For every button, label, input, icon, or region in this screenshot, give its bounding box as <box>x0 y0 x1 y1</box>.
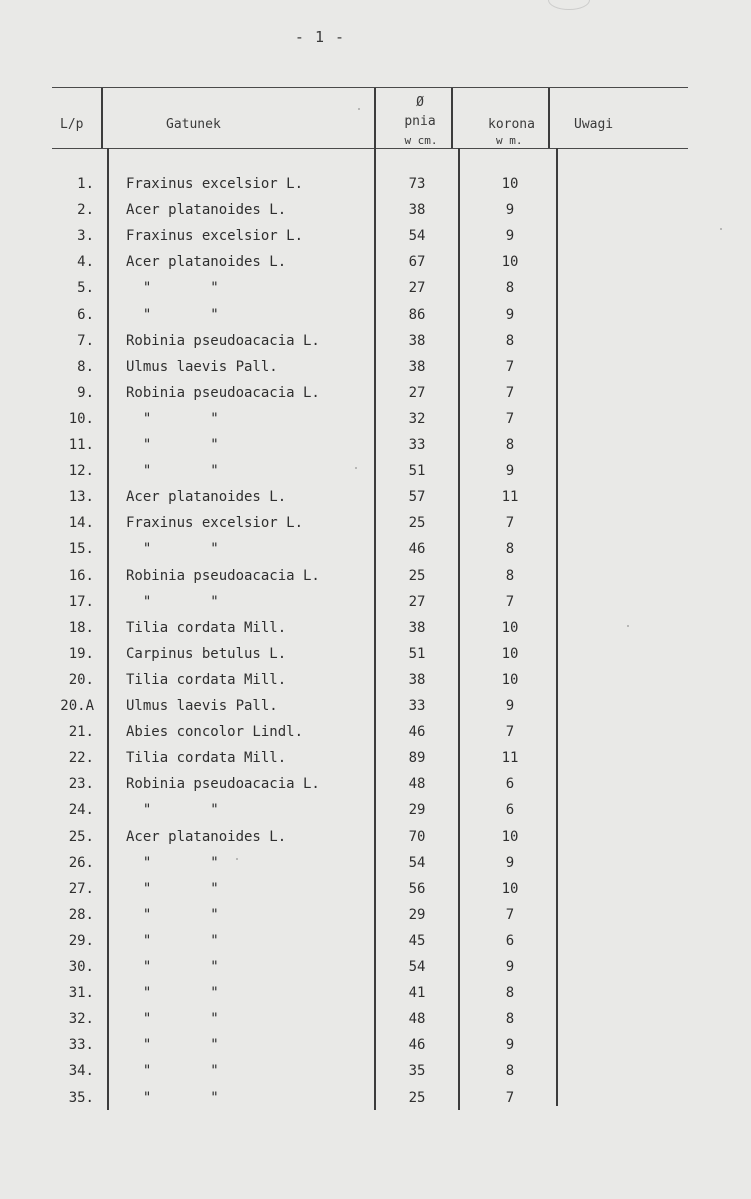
species-name: Acer platanoides L. <box>126 254 287 271</box>
table-row <box>0 934 751 960</box>
header-remarks: Uwagi <box>574 117 614 132</box>
column-divider-lp <box>101 88 103 148</box>
trunk-diameter: 48 <box>408 1011 426 1028</box>
row-number: 2. <box>77 202 94 219</box>
species-name: " " <box>126 1037 219 1054</box>
trunk-diameter: 27 <box>408 280 426 297</box>
header-trunk-unit: w cm. <box>404 134 438 147</box>
species-name: " " <box>126 932 219 949</box>
table-row <box>0 908 751 934</box>
table-row <box>0 308 751 334</box>
trunk-diameter: 32 <box>408 410 426 427</box>
table-row <box>0 281 751 307</box>
trunk-diameter: 38 <box>408 332 426 349</box>
species-name: Tilia cordata Mill. <box>126 750 287 767</box>
row-number: 1. <box>77 176 94 192</box>
species-name: " " <box>126 593 219 610</box>
crown-width: 7 <box>505 906 515 923</box>
trunk-diameter: 51 <box>408 645 426 662</box>
species-name: " " <box>126 463 219 480</box>
crown-width: 9 <box>505 1037 515 1054</box>
trunk-diameter: 38 <box>408 619 426 636</box>
table-row <box>0 621 751 647</box>
scan-speck <box>720 228 722 230</box>
table-row <box>0 1012 751 1038</box>
row-number: 26. <box>68 854 94 871</box>
crown-width: 8 <box>505 332 515 349</box>
table-row <box>0 647 751 673</box>
crown-width: 10 <box>501 176 519 192</box>
row-number: 6. <box>77 306 94 323</box>
species-name: " " <box>126 410 219 427</box>
species-name: Tilia cordata Mill. <box>126 619 287 636</box>
trunk-diameter: 67 <box>408 254 426 271</box>
species-name: Robinia pseudoacacia L. <box>126 384 320 401</box>
table-row <box>0 412 751 438</box>
crown-width: 9 <box>505 698 515 714</box>
table-row <box>0 1038 751 1064</box>
crown-width: 9 <box>505 463 515 480</box>
species-name: Carpinus betulus L. <box>126 645 287 662</box>
crown-width: 11 <box>501 750 519 767</box>
table-row <box>0 725 751 751</box>
crown-width: 10 <box>501 828 519 845</box>
row-number: 7. <box>77 332 94 349</box>
scan-speck <box>627 625 629 627</box>
row-number: 24. <box>68 802 94 819</box>
species-name: Robinia pseudoacacia L. <box>126 776 320 793</box>
species-name: " " <box>126 985 219 1002</box>
row-number: 33. <box>68 1037 94 1054</box>
table-row <box>0 777 751 803</box>
row-number: 12. <box>68 463 94 480</box>
trunk-diameter: 29 <box>408 906 426 923</box>
table-row <box>0 882 751 908</box>
row-number: 25. <box>68 828 94 845</box>
crown-width: 8 <box>505 1063 515 1080</box>
trunk-diameter: 41 <box>408 985 426 1002</box>
crown-width: 9 <box>505 854 515 871</box>
crown-width: 7 <box>505 724 515 741</box>
table-row <box>0 203 751 229</box>
row-number: 22. <box>68 750 94 767</box>
scan-speck <box>358 108 360 110</box>
trunk-diameter: 86 <box>408 306 426 323</box>
row-number: 30. <box>68 959 94 975</box>
row-number: 5. <box>77 280 94 297</box>
species-name: Abies concolor Lindl. <box>126 724 304 741</box>
crown-width: 8 <box>505 541 515 558</box>
species-name: Ulmus laevis Pall. <box>126 358 278 375</box>
row-number: 31. <box>68 985 94 1002</box>
table-row <box>0 438 751 464</box>
row-number: 27. <box>68 880 94 897</box>
row-number: 9. <box>77 384 94 401</box>
row-number: 13. <box>68 489 94 506</box>
species-name: " " <box>126 280 219 297</box>
row-number: 14. <box>68 515 94 532</box>
crown-width: 10 <box>501 254 519 271</box>
crown-width: 8 <box>505 1011 515 1028</box>
crown-width: 10 <box>501 880 519 897</box>
trunk-diameter: 54 <box>408 854 426 871</box>
crown-width: 6 <box>505 776 515 793</box>
crown-width: 8 <box>505 567 515 584</box>
table-row <box>0 464 751 490</box>
row-number: 4. <box>77 254 94 271</box>
table-row <box>0 177 751 203</box>
row-number: 21. <box>68 724 94 741</box>
trunk-diameter: 57 <box>408 489 426 506</box>
page-number: - 1 - <box>294 28 346 46</box>
row-number: 32. <box>68 1011 94 1028</box>
row-number: 20. <box>68 671 94 688</box>
crown-width: 11 <box>501 489 519 506</box>
trunk-diameter: 38 <box>408 358 426 375</box>
species-name: " " <box>126 854 219 871</box>
trunk-diameter: 35 <box>408 1063 426 1080</box>
crown-width: 9 <box>505 959 515 975</box>
trunk-diameter: 89 <box>408 750 426 767</box>
row-number: 18. <box>68 619 94 636</box>
row-number: 19. <box>68 645 94 662</box>
crown-width: 7 <box>505 593 515 610</box>
crown-width: 8 <box>505 437 515 453</box>
table-row <box>0 803 751 829</box>
trunk-diameter: 56 <box>408 880 426 897</box>
trunk-diameter: 54 <box>408 228 426 245</box>
trunk-diameter: 38 <box>408 671 426 688</box>
row-number: 10. <box>68 410 94 427</box>
row-number: 20.A <box>60 698 94 714</box>
table-row <box>0 699 751 725</box>
header-crown-label: korona <box>488 117 535 132</box>
trunk-diameter: 51 <box>408 463 426 480</box>
table-row <box>0 569 751 595</box>
scan-speck <box>355 467 357 469</box>
header-trunk-symbol: Ø <box>416 95 424 110</box>
table-row <box>0 542 751 568</box>
table-row <box>0 1064 751 1090</box>
table-top-rule <box>52 87 688 88</box>
trunk-diameter: 33 <box>408 437 426 453</box>
species-name: " " <box>126 959 219 975</box>
table-row <box>0 516 751 542</box>
trunk-diameter: 70 <box>408 828 426 845</box>
trunk-diameter: 54 <box>408 959 426 975</box>
table-row <box>0 334 751 360</box>
header-species: Gatunek <box>166 117 221 132</box>
table-row <box>0 751 751 777</box>
trunk-diameter: 29 <box>408 802 426 819</box>
table-row <box>0 360 751 386</box>
table-header-rule <box>52 148 688 149</box>
trunk-diameter: 25 <box>408 567 426 584</box>
species-name: Ulmus laevis Pall. <box>126 698 278 714</box>
crown-width: 7 <box>505 384 515 401</box>
row-number: 11. <box>68 437 94 453</box>
species-name: " " <box>126 880 219 897</box>
crown-width: 10 <box>501 619 519 636</box>
species-name: " " <box>126 1011 219 1028</box>
crown-width: 7 <box>505 358 515 375</box>
crown-width: 10 <box>501 671 519 688</box>
trunk-diameter: 27 <box>408 384 426 401</box>
trunk-diameter: 25 <box>408 1089 426 1106</box>
row-number: 15. <box>68 541 94 558</box>
row-number: 3. <box>77 228 94 245</box>
row-number: 35. <box>68 1089 94 1106</box>
row-number: 17. <box>68 593 94 610</box>
crown-width: 7 <box>505 1089 515 1106</box>
species-name: Acer platanoides L. <box>126 489 287 506</box>
table-row <box>0 229 751 255</box>
species-name: Robinia pseudoacacia L. <box>126 567 320 584</box>
scan-speck <box>236 858 238 860</box>
species-name: " " <box>126 802 219 819</box>
crown-width: 9 <box>505 306 515 323</box>
crown-width: 9 <box>505 228 515 245</box>
crown-width: 8 <box>505 280 515 297</box>
species-name: Acer platanoides L. <box>126 828 287 845</box>
trunk-diameter: 27 <box>408 593 426 610</box>
header-lp: L/p <box>60 117 84 132</box>
column-divider-crown <box>548 88 550 148</box>
trunk-diameter: 38 <box>408 202 426 219</box>
crown-width: 8 <box>505 985 515 1002</box>
row-number: 23. <box>68 776 94 793</box>
species-name: " " <box>126 306 219 323</box>
species-name: " " <box>126 1063 219 1080</box>
species-name: Fraxinus excelsior L. <box>126 176 304 192</box>
table-row <box>0 673 751 699</box>
header-trunk-label: pnia <box>404 114 436 129</box>
row-number: 34. <box>68 1063 94 1080</box>
crown-width: 6 <box>505 932 515 949</box>
row-number: 16. <box>68 567 94 584</box>
species-name: Robinia pseudoacacia L. <box>126 332 320 349</box>
species-name: " " <box>126 906 219 923</box>
table-row <box>0 386 751 412</box>
trunk-diameter: 46 <box>408 541 426 558</box>
crown-width: 7 <box>505 410 515 427</box>
column-divider-trunk <box>451 88 453 148</box>
corner-pencil-mark <box>548 0 590 10</box>
crown-width: 9 <box>505 202 515 219</box>
row-number: 28. <box>68 906 94 923</box>
trunk-diameter: 45 <box>408 932 426 949</box>
table-row <box>0 960 751 986</box>
trunk-diameter: 48 <box>408 776 426 793</box>
crown-width: 10 <box>501 645 519 662</box>
crown-width: 6 <box>505 802 515 819</box>
species-name: " " <box>126 541 219 558</box>
header-crown-unit: w m. <box>496 134 523 147</box>
row-number: 29. <box>68 932 94 949</box>
trunk-diameter: 33 <box>408 698 426 714</box>
trunk-diameter: 25 <box>408 515 426 532</box>
row-number: 8. <box>77 358 94 375</box>
table-row <box>0 490 751 516</box>
table-row <box>0 986 751 1012</box>
table-row <box>0 1091 751 1117</box>
table-row <box>0 830 751 856</box>
trunk-diameter: 46 <box>408 724 426 741</box>
species-name: " " <box>126 1089 219 1106</box>
trunk-diameter: 46 <box>408 1037 426 1054</box>
table-row <box>0 856 751 882</box>
species-name: " " <box>126 437 219 453</box>
table-row <box>0 255 751 281</box>
species-name: Fraxinus excelsior L. <box>126 228 304 245</box>
trunk-diameter: 73 <box>408 176 426 192</box>
species-name: Fraxinus excelsior L. <box>126 515 304 532</box>
table-row <box>0 595 751 621</box>
crown-width: 7 <box>505 515 515 532</box>
species-name: Acer platanoides L. <box>126 202 287 219</box>
species-name: Tilia cordata Mill. <box>126 671 287 688</box>
